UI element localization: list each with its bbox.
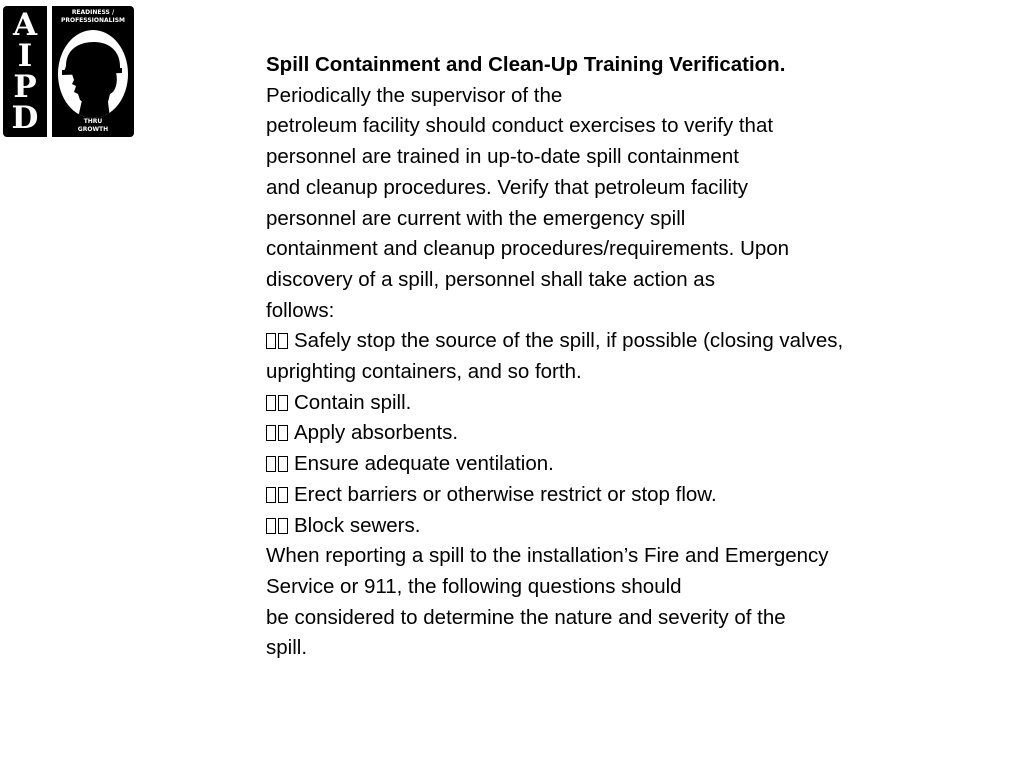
intro-line: containment and cleanup procedures/requirements. Upon <box>266 237 790 261</box>
logo-letter-a: A <box>12 7 38 43</box>
closing-line: When reporting a spill to the installation’s Fire and Emergency <box>266 544 829 568</box>
logo-badge <box>52 6 134 137</box>
bullet-text: Erect barriers or otherwise restrict or stop flow. <box>294 482 717 506</box>
closing-line: spill. <box>266 636 308 660</box>
logo-letter-i: I <box>17 38 33 74</box>
logo-letters-panel <box>3 6 47 137</box>
intro-line: petroleum facility should conduct exercises to verify that <box>266 114 774 138</box>
document-body <box>266 50 1006 664</box>
bullet-text: Apply absorbents. <box>294 421 459 445</box>
missing-glyph-icon <box>266 425 276 441</box>
bullet-continuation: uprighting containers, and so forth. <box>266 360 582 384</box>
closing-line: Service or 911, the following questions should <box>266 574 682 598</box>
bullet-item <box>266 326 1006 357</box>
bullet-item <box>266 449 1006 480</box>
missing-glyph-icon <box>278 395 288 411</box>
missing-glyph-icon <box>266 518 276 534</box>
logo-letter-d: D <box>11 100 39 136</box>
bullet-item <box>266 388 1006 419</box>
missing-glyph-icon <box>278 425 288 441</box>
missing-glyph-icon <box>278 333 288 349</box>
intro-line: and cleanup procedures. Verify that petroleum facility <box>266 175 749 199</box>
intro-line: personnel are trained in up-to-date spill containment <box>266 145 739 169</box>
soldier-helmet-icon <box>58 30 128 118</box>
bullet-text: Contain spill. <box>294 390 412 414</box>
missing-glyph-icon <box>266 333 276 349</box>
logo-letter-p: P <box>13 69 37 105</box>
intro-line: discovery of a spill, personnel shall take action as <box>266 267 715 291</box>
bullet-item <box>266 511 1006 542</box>
aipd-logo <box>3 6 134 137</box>
intro-line: personnel are current with the emergency spill <box>266 206 686 230</box>
intro-line: follows: <box>266 298 335 322</box>
intro-line: Periodically the supervisor of the <box>266 83 563 107</box>
closing-line: be considered to determine the nature and severity of the <box>266 605 786 629</box>
bullet-item <box>266 418 1006 449</box>
bullet-text: Safely stop the source of the spill, if possible (closing valves, <box>294 329 844 353</box>
document-title: Spill Containment and Clean-Up Training Verification. <box>266 53 786 76</box>
bullet-text: Ensure adequate ventilation. <box>294 452 554 476</box>
missing-glyph-icon <box>266 456 276 472</box>
missing-glyph-icon <box>278 456 288 472</box>
badge-bottom-text: THRU GROWTH <box>77 118 109 133</box>
missing-glyph-icon <box>266 395 276 411</box>
missing-glyph-icon <box>266 487 276 503</box>
bullet-text: Block sewers. <box>294 513 421 537</box>
missing-glyph-icon <box>278 487 288 503</box>
badge-top-text: READINESS / PROFESSIONALISM <box>60 9 126 24</box>
bullet-item <box>266 480 1006 511</box>
missing-glyph-icon <box>278 518 288 534</box>
